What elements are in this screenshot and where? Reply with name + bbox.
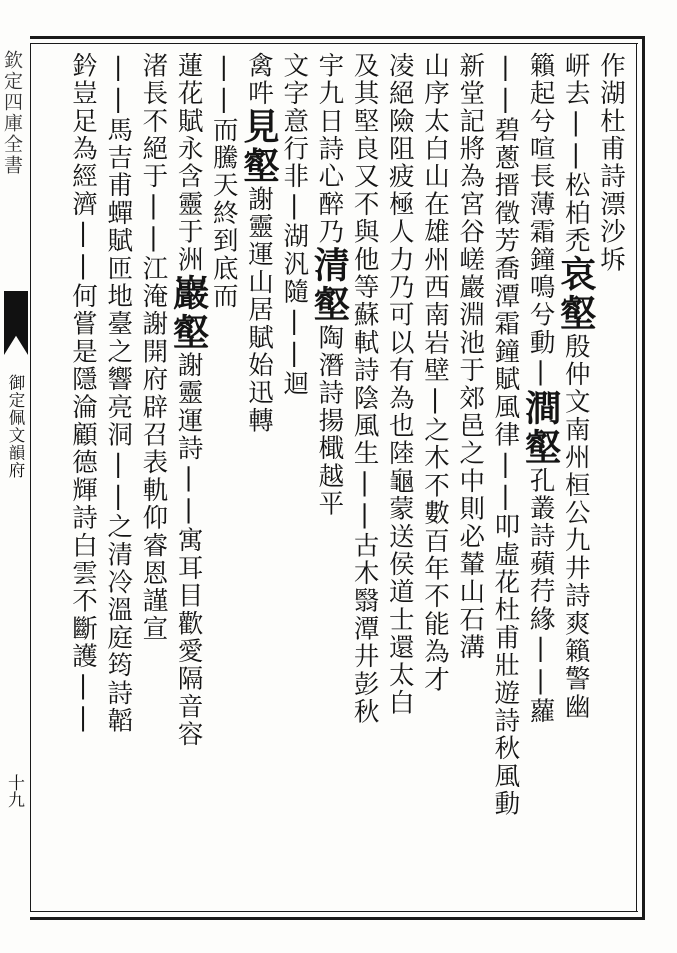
headword: 哀壑 — [554, 254, 597, 333]
column-text: 渚長不絕于|| — [138, 52, 169, 255]
frame-bottom-rule — [30, 917, 645, 920]
text-column — [167, 52, 210, 908]
text-column — [454, 52, 486, 908]
column-text: 禽吽 — [244, 52, 274, 108]
column-text: ||碧蔥搢徵芳喬潭霜鐘賦風 — [490, 52, 521, 422]
column-text: ||馬吉甫蟬賦匝地臺之響亮洞||之清冷溫庭筠詩韜 — [103, 52, 134, 735]
headword: 清壑 — [308, 245, 351, 324]
text-column — [595, 52, 627, 908]
frame-right-inner-rule — [636, 43, 637, 912]
text-column — [102, 52, 134, 908]
folio-number: 十九 — [4, 774, 24, 808]
column-text: 殷仲文南州桓公九井詩爽籟警幽 — [560, 332, 591, 721]
column-text: 湖汎隨||迴 — [279, 222, 310, 398]
frame-right-rule — [642, 36, 645, 920]
text-column — [137, 52, 169, 908]
book-title: 欽定四庫全書 — [1, 50, 23, 176]
headword: 巖壑 — [167, 273, 210, 352]
text-column — [308, 52, 351, 908]
frame-top-inner-rule — [30, 43, 638, 44]
frame-left-rule — [30, 43, 31, 912]
column-text: 宇九日詩心醉乃 — [314, 52, 345, 246]
text-column — [419, 52, 451, 908]
section-title: 御定佩文韻府 — [6, 374, 25, 479]
column-text: 岍去||松柏禿 — [560, 52, 591, 255]
column-text: 蓮花賦永含靈于洲 — [173, 52, 204, 274]
column-text: 凌絕險阻疲極人力乃可以有為也陸龜蒙送侯道士還太白 — [384, 52, 415, 717]
frame-bottom-inner-rule — [30, 911, 638, 912]
headword: 見壑 — [238, 107, 280, 186]
text-column — [278, 52, 310, 908]
text-column — [519, 52, 562, 908]
text-column — [238, 52, 280, 908]
column-text: || — [208, 52, 239, 117]
column-text: 陶潛詩揚檝越平 — [314, 323, 345, 518]
fishtail-mark — [4, 291, 28, 355]
column-text: 江淹謝開府辟召表軌仰睿恩謹宣 — [138, 254, 169, 643]
text-column — [349, 52, 381, 908]
text-column — [208, 52, 240, 908]
text-column — [67, 52, 99, 908]
column-text: 作湖杜甫詩漂沙坼 — [596, 52, 626, 274]
text-column — [554, 52, 597, 908]
column-text: 謝靈運詩||寓耳目歡愛隔音容 — [173, 351, 204, 749]
column-text: 律||叩虛花杜甫壯遊詩秋風動 — [490, 421, 521, 818]
column-text: 山序太白山在雄州西南岩壁|之木不數百年不能為才 — [420, 52, 450, 694]
page-gutter — [2, 44, 28, 910]
column-text: 文字意行非| — [279, 52, 310, 223]
headword: 澗壑 — [519, 388, 562, 467]
frame-top-rule — [30, 36, 645, 39]
column-text: 而騰天終到底而 — [208, 116, 239, 311]
column-text: 孔叢詩蘋荇緣||蘿 — [525, 466, 556, 726]
column-text: 及其堅良又不與他等蘇軾詩陰風生||古木翳潭井彭秋 — [349, 52, 380, 726]
column-text: 籟起兮喧長薄霜鐘鳴兮動| — [525, 52, 556, 389]
text-column — [384, 52, 416, 908]
column-text: 鈐豈足為經濟||何嘗是隱淪顧德輝詩白雲不斷護|| — [68, 52, 98, 735]
text-column — [489, 52, 521, 908]
column-text: 謝靈運山居賦始迅轉 — [244, 185, 274, 435]
column-text: 新堂記將為宮谷嵯巖淵池于郊邑之中則必輦山石溝 — [455, 52, 486, 662]
